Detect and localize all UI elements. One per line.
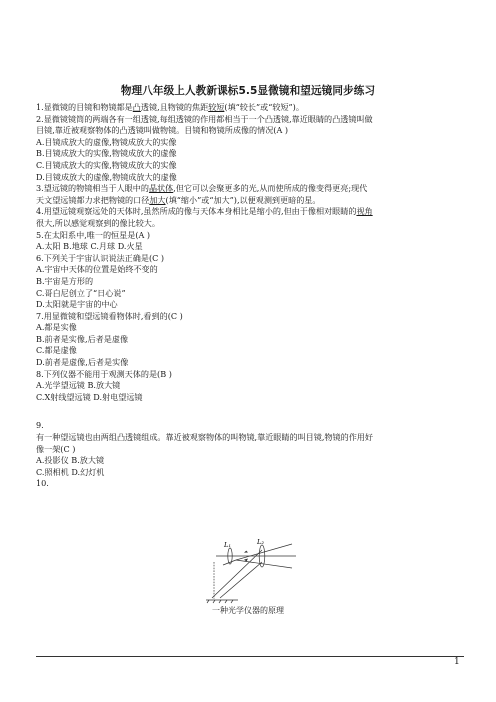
question-5-stem: 5.在太阳系中,唯一的恒星是(A )	[36, 229, 151, 240]
light-ray	[220, 562, 262, 598]
question-9-options: A.投影仪 B.放大镜	[36, 455, 105, 466]
question-3-line-2	[36, 195, 464, 207]
q1-text-e: (填“较长”或“较短”)。	[224, 102, 304, 112]
q3-text-c: ,但它可以会聚更多的光,从而使所成的像变得更亮;现代	[173, 183, 368, 194]
q3-text-a: 3.望远镜的物镜相当于人眼中的	[36, 183, 149, 194]
optical-instrument-figure	[196, 538, 310, 606]
figure-caption: 一种光学仪器的原理	[212, 606, 284, 615]
question-9-stem: 有一种望远镜也由两组凸透镜组成。靠近被观察物体的叫物镜,靠近眼睛的叫目镜,物镜的作用好	[36, 432, 373, 443]
question-2-option: A.目镜成放大的虚像,物镜成放大的实像	[36, 136, 177, 147]
question-6-option: D.太阳就是宇宙的中心	[36, 299, 118, 310]
page-title: 物理八年级上人教新课标5.5显微镜和望远镜同步练习	[120, 85, 376, 97]
light-ray	[236, 544, 292, 560]
question-4-line-2: 很大,所以感觉观察到的像比较大。	[36, 217, 160, 228]
question-6-stem: 6.下列关于宇宙认识说法正确是(C )	[36, 252, 165, 263]
question-2-line: 目镜,靠近被观察物体的凸透镜叫做物镜。目镜和物镜所成像的情况(A )	[36, 125, 289, 136]
question-1	[36, 102, 464, 114]
question-2-option: D.目镜成放大的虚像,物镜成放大的虚像	[36, 171, 177, 182]
hatch	[207, 600, 209, 603]
question-6-option: C.哥白尼创立了“日心说”	[36, 287, 126, 298]
question-7-option: D.前者是虚像,后者是实像	[36, 357, 129, 368]
question-6-option: B.宇宙是方形的	[36, 275, 94, 286]
question-list	[36, 102, 464, 490]
question-3-line-1	[36, 183, 464, 195]
hatch	[225, 600, 227, 603]
question-2-option: C.目镜成放大的实像,物镜成放大的实像	[36, 159, 177, 170]
question-7-option: C.都是虚像	[36, 345, 77, 356]
question-2-option: B.目镜成放大的实像,物镜成放大的虚像	[36, 148, 177, 159]
question-5-options: A.太阳 B.地球 C.月球 D.火星	[36, 241, 143, 252]
question-6-option: A.宇宙中天体的位置是始终不变的	[36, 264, 158, 275]
q1-text-a: 1.显微镜的目镜和物镜都是	[36, 102, 133, 112]
question-10-number: 10.	[36, 478, 49, 489]
light-ray	[212, 550, 262, 598]
question-2-line: 2.显微镜镜筒的两端各有一组透镜,每组透镜的作用都相当于一个凸透镜,靠近眼睛的凸透镜叫做	[36, 113, 373, 124]
footer-divider	[36, 656, 464, 657]
q3-answer-blank-1: 晶状体	[148, 183, 174, 194]
ray-arrowhead	[244, 551, 248, 553]
hatch	[213, 600, 215, 603]
q3-answer-blank-2: 加大	[149, 194, 166, 205]
label-l1: L₁	[224, 541, 231, 549]
question-4-line-1	[36, 206, 464, 218]
question-9-number: 9.	[36, 420, 44, 431]
q4-text-a: 4.用望远镜观察远处的天体时,虽然所成的像与天体本身相比是缩小的,但由于像相对眼睛的	[36, 206, 357, 217]
question-8-options: A.光学望远镜 B.放大镜	[36, 380, 121, 391]
question-7-option: A.都是实像	[36, 322, 77, 333]
q1-answer-blank-2: 较短	[208, 102, 225, 112]
q1-text-c: 透镜,且物镜的焦距	[140, 102, 209, 112]
question-9-options: C.照相机 D.幻灯机	[36, 466, 105, 477]
question-8-stem: 8.下列仪器不能用于观测天体的是(B )	[36, 368, 172, 379]
q3-text-f: (填“缩小”或“加大”),以便观测到更暗的星。	[165, 194, 321, 205]
question-8-options: C.X射线望远镜 D.射电望远镜	[36, 391, 143, 402]
spacer	[36, 403, 464, 420]
q1-answer-blank-1: 凸	[132, 102, 141, 112]
question-9-stem: 像一架(C )	[36, 443, 76, 454]
q3-text-d: 天文望远镜都力求把物镜的口径	[36, 194, 150, 205]
hatch	[231, 600, 233, 603]
q4-answer-blank: 视角	[356, 206, 373, 217]
label-l2: L₂	[257, 538, 264, 546]
hatch	[219, 600, 221, 603]
question-7-option: B.前者是实像,后者是虚像	[36, 333, 129, 344]
page-number: 1	[454, 657, 460, 667]
question-7-stem: 7.用显微镜和望远镜看物体时,看到的(C )	[36, 310, 183, 321]
